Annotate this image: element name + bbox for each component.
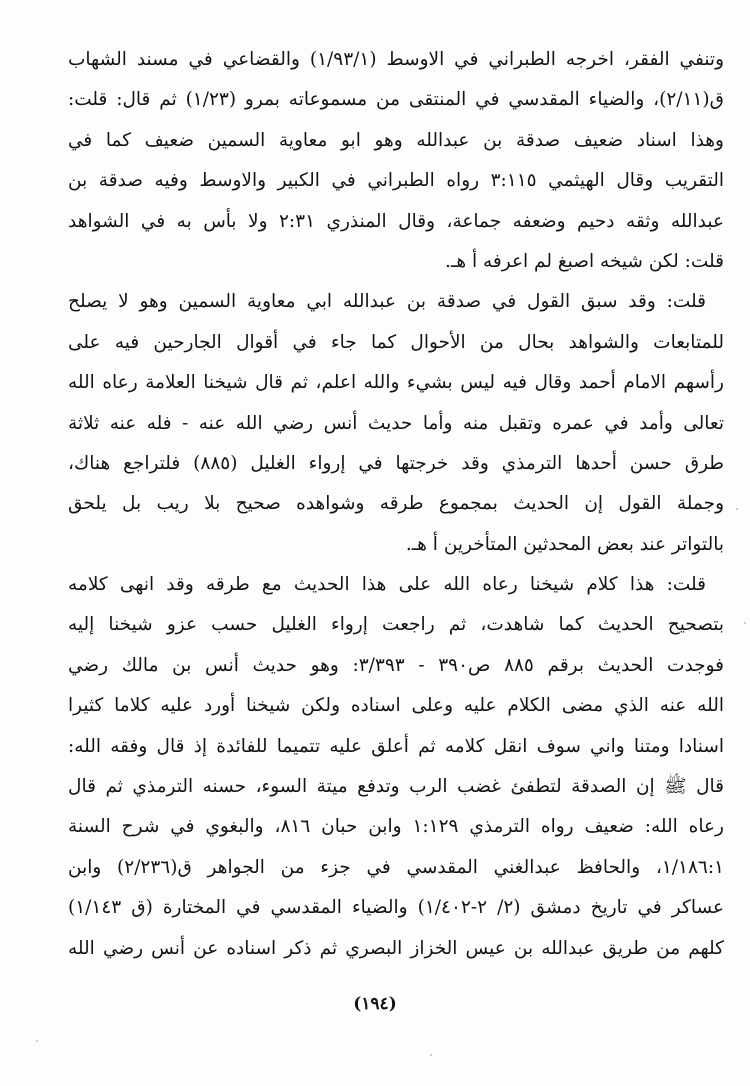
text-line-12: وجملة القول إن الحديث بمجموع طرقه وشواهده صحيح بلا ريب بل يلحق xyxy=(68,493,724,515)
text-line-17: الله عنه الذي مضى الكلام عليه وعلى اسناده ولكن شيخنا أورد عليه كلاما كثيرا xyxy=(68,695,724,717)
scan-speck xyxy=(430,1054,432,1056)
text-line-20: رعاه الله: ضعيف رواه الترمذي ١:١٢٩ وابن حبان ٨١٦، والبغوي في شرح السنة xyxy=(68,816,724,838)
text-line-10: تعالى وأمد في عمره وتقبل منه وأما حديث أنس رضي الله عنه - فله عنه ثلاثة xyxy=(68,412,724,434)
text-line-18: اسنادا ومتنا واني سوف انقل كلامه ثم أعلق عليه تتميما للفائدة إذ قال وفقه الله: xyxy=(68,735,724,757)
body-text xyxy=(68,40,724,969)
text-line-7: قلت: وقد سبق القول في صدقة بن عبدالله ابي معاوية السمين وهو لا يصلح xyxy=(68,291,706,313)
text-line-3: وهذا اسناد ضعيف صدقة بن عبدالله وهو ابو معاوية السمين ضعيف كما في xyxy=(68,129,724,151)
text-line-2: ق(٢/١١)، والضياء المقدسي في المنتقى من مسموعاته بمرو (١/٢٣) ثم قال: قلت: xyxy=(68,89,724,111)
text-line-4: التقريب وقال الهيثمي ٣:١١٥ رواه الطبراني في الكبير والاوسط وفيه صدقة بن xyxy=(68,170,724,192)
scan-speck xyxy=(744,622,746,624)
text-line-21: ١/١٨٦:١، والحافظ عبدالغني المقدسي في جزء من الجواهر ق(٢/٢٣٦) وابن xyxy=(68,856,724,878)
text-line-16: فوجدت الحديث برقم ٨٨٥ ص٣٩٠ - ٣/٣٩٣: وهو حديث أنس بن مالك رضي xyxy=(68,654,724,676)
text-line-13: بالتواتر عند بعض المحدثين المتأخرين أ هـ. xyxy=(405,533,724,555)
text-line-23: كلهم من طريق عبدالله بن عيس الخزاز البصري ثم ذكر اسناده عن أنس رضي الله xyxy=(68,937,724,959)
text-line-1: وتنفي الفقر، اخرجه الطبراني في الاوسط (١/٩٣/١) والقضاعي في مسند الشهاب xyxy=(68,49,724,70)
text-line-15: بتصحيح الحديث كما شاهدت، ثم راجعت إرواء الغليل حسب عزو شيخنا إليه xyxy=(68,614,724,636)
text-line-11: طرق حسن أحدها الترمذي وقد خرجتها في إرواء الغليل (٨٨٥) فلتراجع هناك، xyxy=(68,452,724,474)
text-line-14: قلت: هذا كلام شيخنا رعاه الله على هذا الحديث مع طرقه وقد انهى كلامه xyxy=(68,574,706,596)
text-line-22: عساكر في تاريخ دمشق (٢/ ٢-١/٤٠٢) والضياء المقدسي في المختارة (ق ١/١٤٣) xyxy=(68,897,724,919)
scan-speck xyxy=(736,508,738,510)
text-line-9: رأسهم الامام أحمد وقال فيه ليس بشيء والله اعلم، ثم قال شيخنا العلامة رعاه الله xyxy=(68,372,724,394)
text-line-8: للمتابعات والشواهد بحال من الأحوال كما جاء في أقوال الجارحين فيه على xyxy=(68,331,724,353)
scan-speck xyxy=(36,1040,38,1042)
text-line-19: قال ﷺ إن الصدقة لتطفئ غضب الرب وتدفع ميتة السوء، حسنه الترمذي ثم قال xyxy=(68,776,724,798)
text-line-5: عبدالله وثقه دحيم وضعفه جماعة، وقال المنذري ٢:٣١ ولا بأس به في الشواهد xyxy=(68,210,724,232)
page-number: (١٩٤) xyxy=(353,994,397,1014)
text-line-6: قلت: لكن شيخه اصبغ لم اعرفه أ هـ. xyxy=(445,250,724,272)
